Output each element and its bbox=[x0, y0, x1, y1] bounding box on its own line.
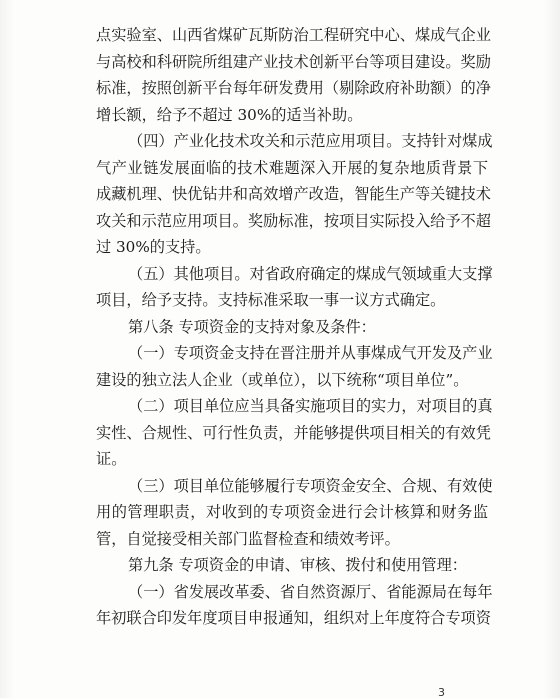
text-line: 攻关和示范应用项目。奖励标准，按项目实际投入给予不超 bbox=[96, 211, 491, 230]
text-line: 建设的独立法人企业（或单位），以下统称“项目单位”。 bbox=[96, 370, 469, 389]
text-line: 用的管理职责，对收到的专项资金进行会计核算和财务监 bbox=[96, 503, 488, 521]
text-line: （二）项目单位应当具备实施项目的实力，对项目的真 bbox=[128, 397, 493, 415]
text-line: （一）省发展改革委、省自然资源厅、省能源局在每年 bbox=[128, 582, 493, 601]
text-line: 年初联合印发年度项目申报通知，组织对上年度符合专项资 bbox=[96, 609, 491, 627]
text-line: （四）产业化技术攻关和示范应用项目。支持针对煤成 bbox=[128, 132, 493, 150]
text-line: （一）专项资金支持在晋注册并从事煤成气开发及产业 bbox=[128, 344, 493, 362]
text-line: （三）项目单位能够履行专项资金安全、合规、有效使 bbox=[128, 476, 493, 495]
text-line: 标准，按照创新平台每年研发费用（剔除政府补助额）的净 bbox=[96, 79, 491, 97]
text-line: （五）其他项目。对省政府确定的煤成气领域重大支撑 bbox=[128, 264, 493, 283]
text-line: 气产业链发展面临的技术难题深入开展的复杂地质背景下 bbox=[96, 158, 488, 177]
text-line: 第八条 专项资金的支持对象及条件： bbox=[128, 317, 376, 336]
page-number: 3 bbox=[438, 686, 445, 699]
text-line: 项目，给予支持。支持标准采取一事一议方式确定。 bbox=[96, 291, 446, 309]
text-line: 与高校和科研院所组建产业技术创新平台等项目建设。奖励 bbox=[96, 52, 491, 71]
text-line: 实性、合规性、可行性负责，并能够提供项目相关的有效凭 bbox=[96, 423, 491, 442]
text-line: 增长额，给予不超过 30%的适当补助。 bbox=[96, 105, 363, 124]
text-line: 管，自觉接受相关部门监督检查和绩效考评。 bbox=[96, 529, 400, 548]
text-line: 过 30%的支持。 bbox=[96, 238, 211, 256]
text-line: 成藏机理、快优钻井和高效增产改造，智能生产等关键技术 bbox=[96, 185, 491, 203]
text-line: 点实验室、山西省煤矿瓦斯防治工程研究中心、煤成气企业 bbox=[96, 26, 491, 44]
document-body bbox=[96, 22, 493, 632]
text-line: 第九条 专项资金的申请、审核、拨付和使用管理： bbox=[128, 556, 467, 574]
text-line: 证。 bbox=[96, 450, 127, 468]
